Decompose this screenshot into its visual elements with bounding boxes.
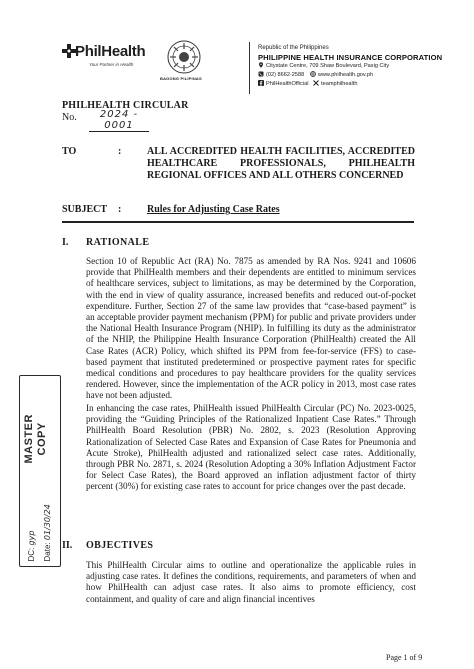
stamp-dc — [27, 466, 36, 562]
contact-line — [258, 71, 442, 80]
master-copy-stamp — [19, 375, 61, 567]
stamp-date-value: 01/30/24 — [43, 504, 52, 541]
stamp-dc-value: gyp — [27, 530, 36, 546]
x-logo-icon — [313, 80, 319, 86]
address-line — [258, 62, 442, 71]
website-text: www.philhealth.gov.ph — [317, 72, 374, 78]
section-1-paragraph-1: Section 10 of Republic Act (RA) No. 7875 as amended by RA Nos. 9241 and 10606 provide that PhilHealth members and their dependents are entitled to minimum services of healthcare services, subject to limitations, as may be determined by the Corporation, with the end in view of quality assurance, increased benefits and reduced out-of-pocket expenditure. Further, Section 27 of the same law provides that “case-based payment” is an acceptable provider payment mechanism (PPM) for public and private providers under the National Health Insurance Program (NHIP). In fulfilling its duty as the administrator of the NHIP, the Philippine Health Insurance Corporation (PhilHealth) created the All Case Rates (ACR) Policy, which shifted its PPM from fee-for-service (FFS) to case-based payment that instituted predetermined or prospective payment rates for specific medical conditions and procedures to pay healthcare providers for the quality services rendered. However, since the implementation of the ACR policy in 2013, most case rates have not been adjusted. — [86, 256, 416, 401]
location-pin-icon — [258, 62, 264, 68]
logo-tagline: Your Partner in Health — [89, 62, 134, 67]
phone-text: (02) 8662-2588 — [266, 72, 305, 78]
page-number: Page 1 of 9 — [386, 653, 423, 662]
social-line — [258, 80, 442, 89]
stamp-dc-label: DC: — [27, 547, 36, 562]
section-1-number: I. — [62, 237, 69, 248]
stamp-date-label: Date: — [43, 542, 52, 562]
phone-icon — [258, 71, 264, 77]
circular-no-label: No. — [62, 112, 77, 123]
circular-title: PHILHEALTH CIRCULAR — [62, 100, 189, 111]
section-2-number: II. — [62, 540, 73, 551]
agency-block — [258, 44, 442, 89]
facebook-icon — [258, 80, 264, 86]
to-label: TO — [62, 146, 77, 157]
section-2-paragraph-1: This PhilHealth Circular aims to outline and operationalize the applicable rules in adjusting case rates. It defines the conditions, requirements, and parameters of when and how PhilHealth can adjust case rates. It also aims to promote efficiency, cost containment, and quality of care and align financial incentives — [86, 560, 416, 604]
x-handle-text: teamphilhealth — [321, 81, 358, 87]
logo-text: PhilHealth — [75, 43, 146, 60]
facebook-text: PhilHealthOfficial — [266, 81, 309, 87]
stamp-copy: COPY — [36, 422, 48, 456]
stamp-date — [43, 504, 52, 561]
subject-colon: : — [118, 204, 122, 215]
circular-no-value: 2024 - 0001 — [89, 109, 149, 132]
heading-rule — [62, 221, 414, 223]
subject-value: Rules for Adjusting Case Rates — [147, 204, 280, 215]
section-2-title: OBJECTIVES — [86, 540, 154, 551]
section-1-paragraph-2: In enhancing the case rates, PhilHealth issued PhilHealth Circular (PC) No. 2023-0025, providing the “Guiding Principles of the Rationalized Inpatient Case Rates.” Through PhilHealth Board Resolution (PBR) No. 2802, s. 2023 (Resolution Approving Rationalization of Selected Case Rates and Expansion of Case Rates for Pneumonia and Acute Stroke), PhilHealth adjusted and rationalized select case rates. Additionally, through PBR No. 2871, s. 2024 (Resolution Adopting a 30% Inflation Adjustment Factor for Select Case Rates), the Board approved an inflation adjustment factor of thirty percent (30%) for existing case rates to account for price changes over the past decade. — [86, 403, 416, 492]
seal-label: BAGONG PILIPINAS — [160, 76, 202, 81]
header-divider — [249, 42, 250, 94]
subject-label: SUBJECT — [62, 204, 108, 215]
bagong-pilipinas-seal-icon — [166, 39, 202, 75]
address-text: Citystate Centre, 709 Shaw Boulevard, Pasig City — [266, 63, 390, 69]
section-1-title: RATIONALE — [86, 237, 150, 248]
agency-name: PHILIPPINE HEALTH INSURANCE CORPORATION — [258, 53, 443, 62]
to-colon: : — [118, 146, 122, 157]
to-value: ALL ACCREDITED HEALTH FACILITIES, ACCREDITED HEALTHCARE PROFESSIONALS, PHILHEALTH REGIONAL OFFICES AND ALL OTHERS CONCERNED — [147, 146, 415, 181]
globe-icon — [310, 71, 316, 77]
philhealth-logo-icon — [62, 44, 76, 58]
stamp-master: MASTER — [23, 414, 35, 464]
republic-line: Republic of the Philippines — [258, 45, 329, 51]
